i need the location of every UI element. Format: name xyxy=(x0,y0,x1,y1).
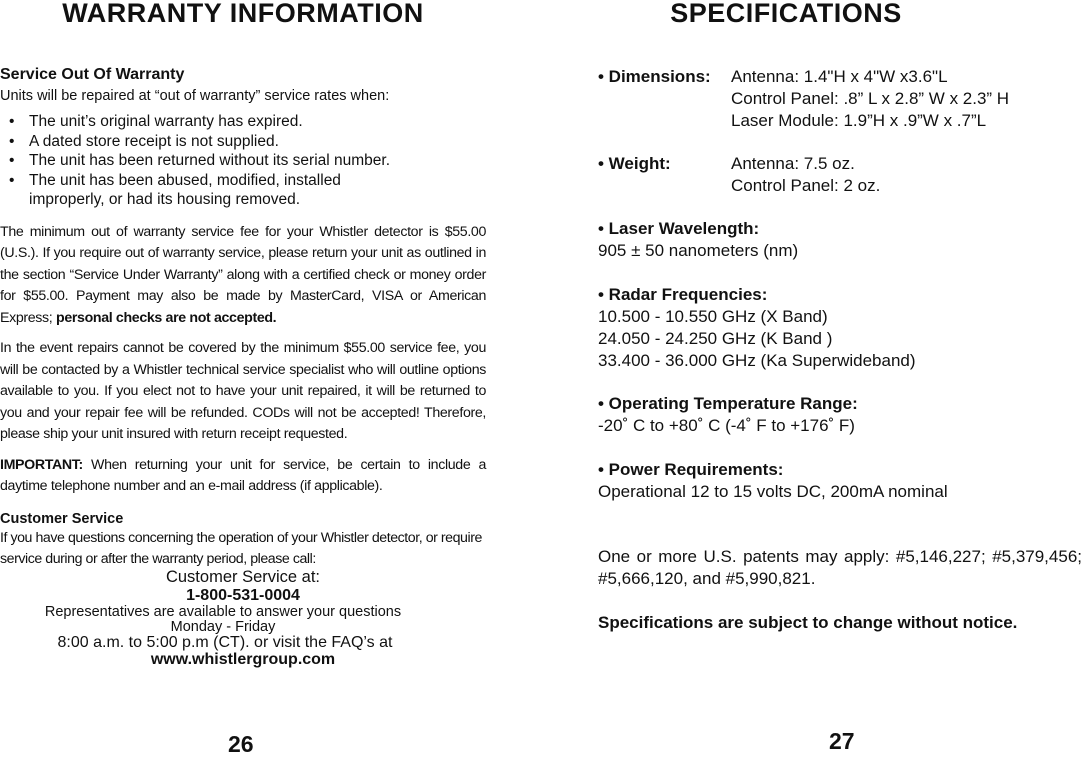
weight-control-panel: Control Panel: 2 oz. xyxy=(731,176,881,195)
dimensions-antenna: Antenna: 1.4"H x 4"W x3.6"L xyxy=(731,67,948,86)
radar-x-band: 10.500 - 10.550 GHz (X Band) xyxy=(598,307,828,326)
customer-service-contact xyxy=(0,567,486,668)
radar-ka-band: 33.400 - 36.000 GHz (Ka Superwideband) xyxy=(598,351,916,370)
power-spec xyxy=(598,459,1082,503)
list-item: • The unit has been abused, modified, installed improperly, or had its housing removed. xyxy=(9,171,374,210)
left-page xyxy=(0,0,486,757)
weight-label: • Weight: xyxy=(598,154,671,173)
dimensions-control-panel: Control Panel: .8” L x 2.8” W x 2.3” H xyxy=(731,89,1010,108)
list-item: • A dated store receipt is not supplied. xyxy=(9,132,486,152)
radar-label: • Radar Frequencies: xyxy=(598,285,768,304)
power-value: Operational 12 to 15 volts DC, 200mA nominal xyxy=(598,482,948,501)
weight-spec xyxy=(598,153,1082,197)
important-paragraph xyxy=(0,455,486,498)
website-link[interactable]: www.whistlergroup.com xyxy=(150,651,336,668)
dimensions-spec xyxy=(598,66,1082,132)
checks-not-accepted: personal checks are not accepted. xyxy=(56,309,277,326)
laser-value: 905 ± 50 nanometers (nm) xyxy=(598,241,799,260)
weight-antenna: Antenna: 7.5 oz. xyxy=(731,154,855,173)
right-page xyxy=(598,0,1082,753)
list-item: • The unit has been returned without its serial number. xyxy=(9,151,486,171)
customer-service-text: If you have questions concerning the operation of your Whistler detector, or require service during or after the warranty period, please call: xyxy=(0,529,482,567)
representatives-text: Representatives are available to answer your questions xyxy=(44,604,402,620)
warranty-intro: Units will be repaired at “out of warranty” service rates when: xyxy=(0,88,390,104)
customer-service-phone[interactable]: 1-800-531-0004 xyxy=(186,587,300,604)
temperature-value: -20˚ C to +80˚ C (-4˚ F to +176˚ F) xyxy=(598,416,855,435)
change-notice xyxy=(598,612,1082,634)
laser-spec xyxy=(598,218,1082,262)
page-number-left: 26 xyxy=(228,731,254,757)
service-fee-text: The minimum out of warranty service fee for your Whistler detector is $55.00 (U.S.). If you require out of warranty service, please return your unit as outlined in the section “Service Under Warranty” along with a certified check or money order for $55.00. Payment may also be made by MasterCard, VISA or American Express; xyxy=(0,223,486,326)
dimensions-label: • Dimensions: xyxy=(598,67,711,86)
business-hours: 8:00 a.m. to 5:00 p.m (CT). or visit the FAQ’s at xyxy=(57,634,393,651)
page-number-right: 27 xyxy=(829,728,855,754)
radar-k-band: 24.050 - 24.250 GHz (K Band ) xyxy=(598,329,833,348)
repairs-paragraph: In the event repairs cannot be covered by the minimum $55.00 service fee, you will be contacted by a Whistler technical service specialist who will outline options available to you. If you elect not to have your unit repaired, it will be returned to you and your repair fee will be refunded. CODs will not be accepted! Therefore, please ship your unit insured with return receipt requested. xyxy=(0,340,486,442)
temperature-spec xyxy=(598,393,1082,437)
list-item: • The unit’s original warranty has expired. xyxy=(9,112,486,132)
temperature-label: • Operating Temperature Range: xyxy=(598,394,858,413)
specifications-heading: SPECIFICATIONS xyxy=(670,0,902,28)
notice-text: Specifications are subject to change without notice. xyxy=(598,613,1018,632)
warranty-content xyxy=(0,66,486,571)
service-out-of-warranty-title: Service Out Of Warranty xyxy=(0,66,185,83)
customer-service-title: Customer Service xyxy=(0,510,124,527)
service-fee-paragraph xyxy=(0,222,486,330)
laser-label: • Laser Wavelength: xyxy=(598,219,760,238)
warranty-conditions-list xyxy=(0,112,486,210)
warranty-heading: WARRANTY INFORMATION xyxy=(62,0,424,28)
business-days: Monday - Friday xyxy=(170,619,276,635)
dimensions-laser-module: Laser Module: 1.9”H x .9”W x .7”L xyxy=(731,111,987,130)
customer-service-at: Customer Service at: xyxy=(165,568,321,586)
important-label: IMPORTANT: xyxy=(0,456,83,473)
important-text: When returning your unit for service, be certain to include a daytime telephone number and an e-mail address (if applicable). xyxy=(0,456,486,494)
power-label: • Power Requirements: xyxy=(598,460,784,479)
radar-spec xyxy=(598,284,1082,372)
patent-text: One or more U.S. patents may apply: #5,146,227; #5,379,456; #5,666,120, and #5,990,821. xyxy=(598,547,1082,588)
